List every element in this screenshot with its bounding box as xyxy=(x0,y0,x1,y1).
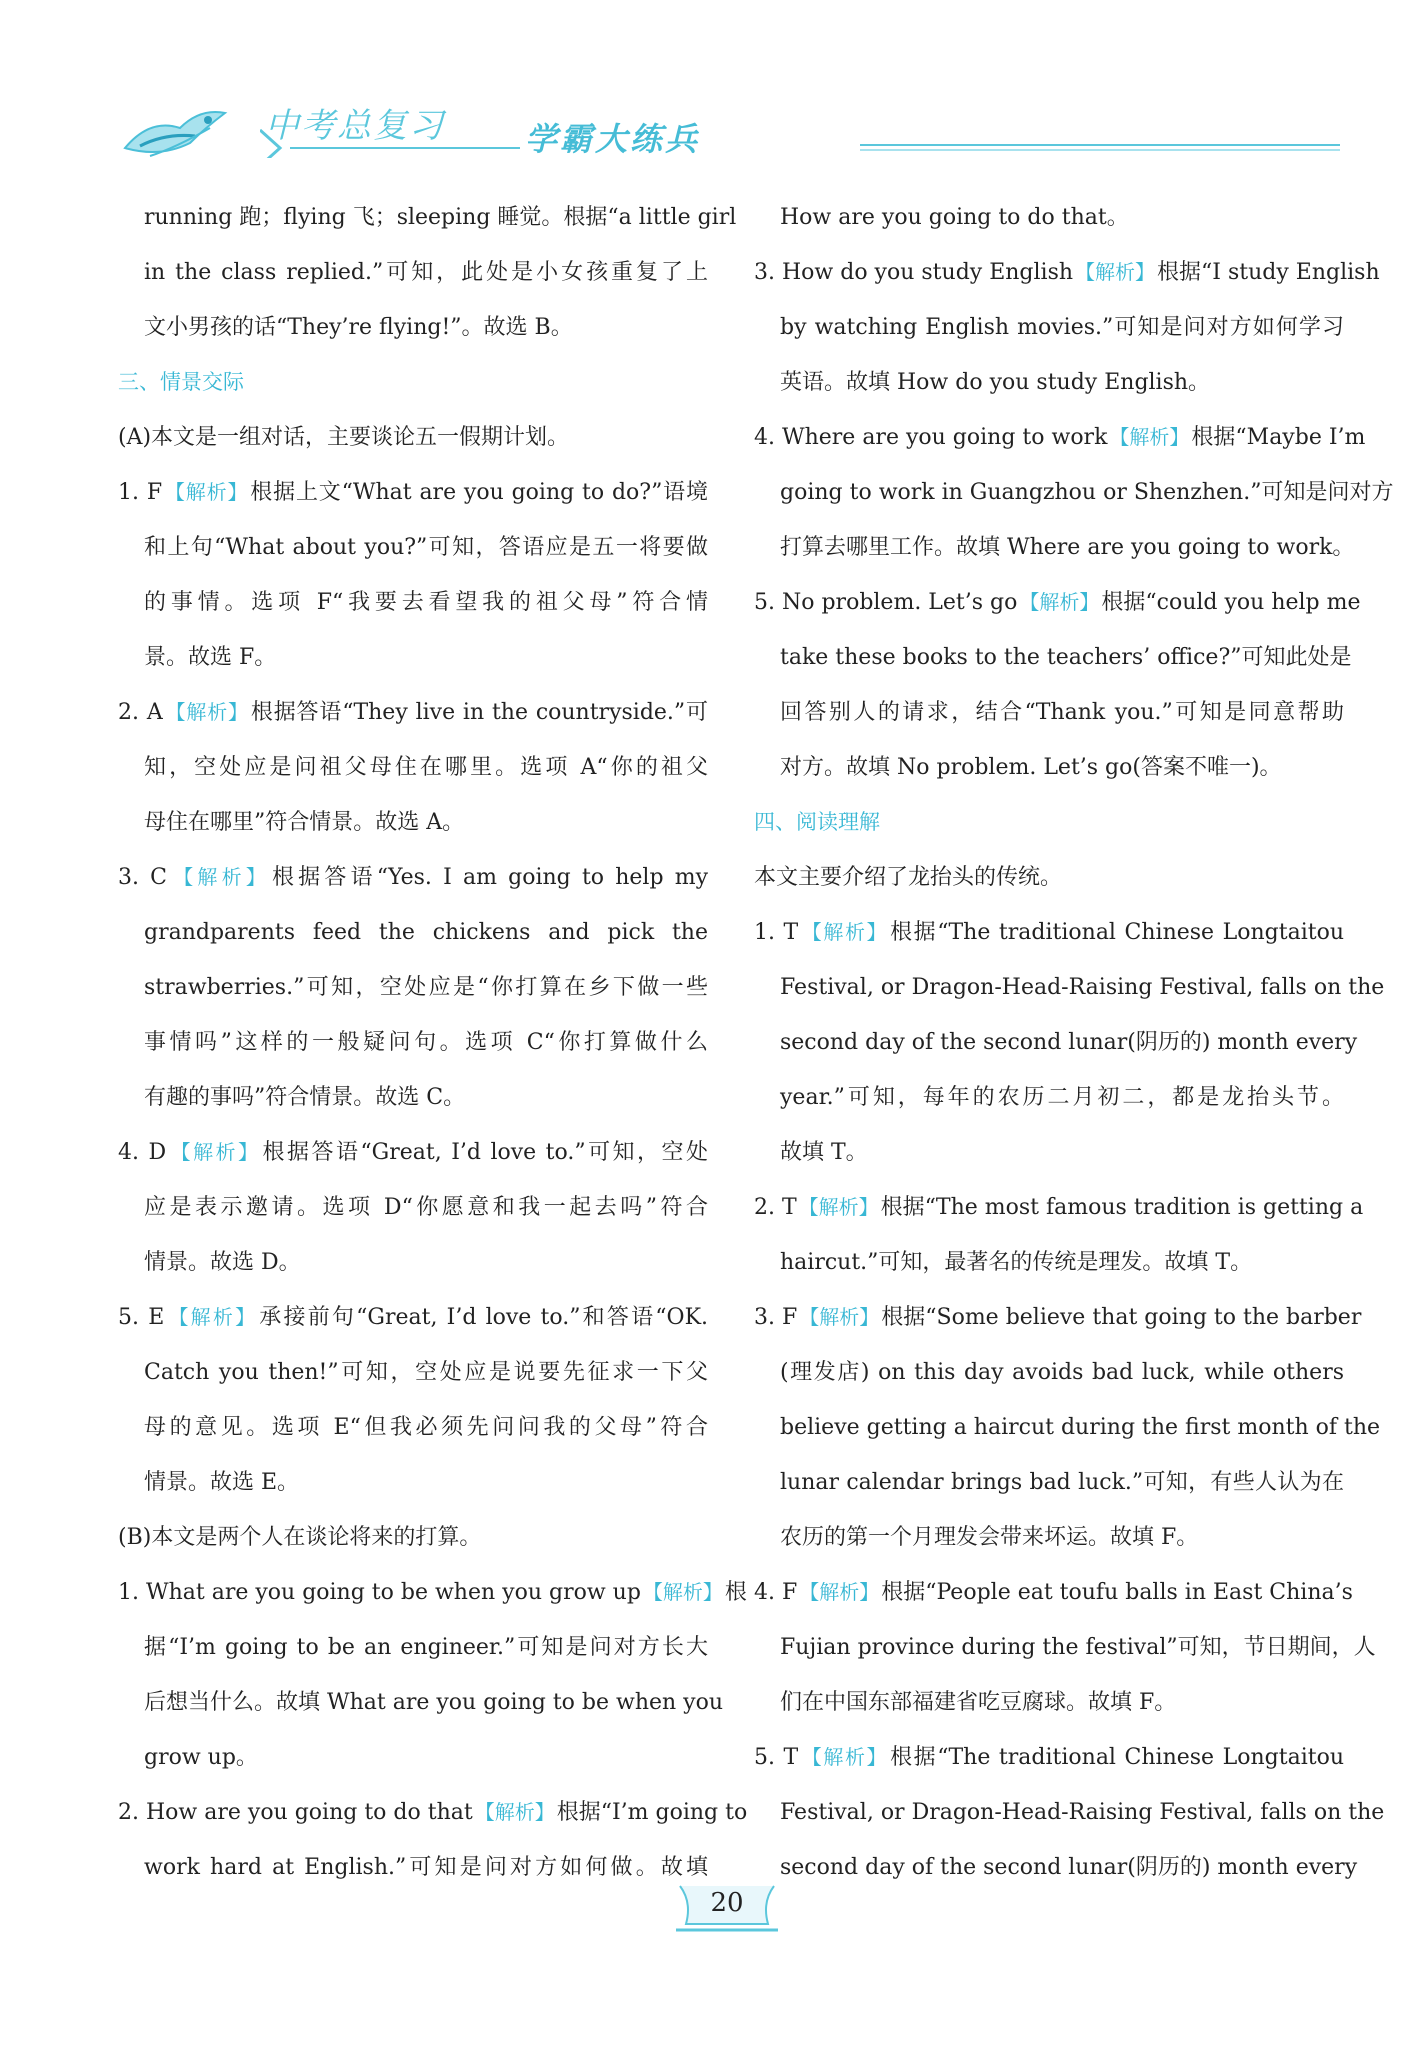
text-segment: 根据答语“Great, I’d love to.”可知，空处 xyxy=(262,1140,708,1165)
header-title-practice: 学霸大练兵 xyxy=(525,120,701,158)
text-line xyxy=(118,520,708,575)
text-segment: 5. No problem. Let’s go xyxy=(754,590,1018,615)
text-line xyxy=(118,245,708,300)
analysis-tag: 【解析】 xyxy=(474,1800,555,1824)
text-segment: 景。故选 F。 xyxy=(144,645,277,670)
text-segment: 3. F xyxy=(754,1305,798,1330)
text-line xyxy=(118,1345,708,1400)
text-line xyxy=(754,905,1344,960)
text-segment: (A)本文是一组对话，主要谈论五一假期计划。 xyxy=(118,425,570,450)
text-line xyxy=(754,1785,1385,1840)
text-segment: 根据“I’m going to xyxy=(556,1800,748,1825)
text-line xyxy=(118,1455,708,1510)
text-line xyxy=(118,190,737,245)
right-column xyxy=(754,190,1394,1895)
text-segment: in the class replied.”可知，此处是小女孩重复了上 xyxy=(144,260,708,285)
text-line xyxy=(754,850,1344,905)
analysis-tag: 【解析】 xyxy=(166,1305,258,1329)
text-line xyxy=(754,1015,1358,1070)
text-segment: 2. How are you going to do that xyxy=(118,1800,473,1825)
text-line xyxy=(754,1345,1344,1400)
text-segment: believe getting a haircut during the first month of the xyxy=(780,1415,1381,1440)
text-segment: second day of the second lunar(阴历的) month every xyxy=(780,1030,1358,1055)
text-segment: 故填 T。 xyxy=(780,1140,868,1165)
analysis-tag: 【解析】 xyxy=(169,865,270,889)
analysis-tag: 【解析】 xyxy=(164,480,249,504)
text-segment: by watching English movies.”可知是问对方如何学习 xyxy=(780,315,1344,340)
text-segment: 后想当什么。故填 What are you going to be when you xyxy=(144,1690,724,1715)
text-segment: 应是表示邀请。选项 D“你愿意和我一起去吗”符合 xyxy=(144,1195,708,1220)
text-segment: How are you going to do that。 xyxy=(780,205,1129,230)
text-line xyxy=(118,795,708,850)
text-segment: 据“I’m going to be an engineer.”可知是问对方长大 xyxy=(144,1635,708,1660)
left-column xyxy=(118,190,748,1895)
text-segment: 母的意见。选项 E“但我必须先问问我的父母”符合 xyxy=(144,1415,708,1440)
page-header xyxy=(110,88,1340,178)
text-line xyxy=(754,1180,1364,1235)
text-segment: 根据答语“They live in the countryside.”可 xyxy=(250,700,709,725)
text-segment: 对方。故填 No problem. Let’s go(答案不唯一)。 xyxy=(780,755,1282,780)
text-line xyxy=(754,1620,1376,1675)
text-line xyxy=(118,1400,708,1455)
text-line xyxy=(754,355,1344,410)
text-line xyxy=(754,465,1394,520)
text-line xyxy=(118,1620,708,1675)
text-segment: take these books to the teachers’ office?”可知此处是 xyxy=(780,645,1352,670)
text-line xyxy=(754,520,1355,575)
text-segment: 根据“could you help me xyxy=(1101,590,1361,615)
text-line xyxy=(118,1290,708,1345)
text-segment: (理发店) on this day avoids bad luck, while others xyxy=(780,1360,1344,1385)
text-line xyxy=(118,410,708,465)
text-segment: Festival, or Dragon-Head-Raising Festival, falls on the xyxy=(780,975,1385,1000)
text-line xyxy=(754,630,1352,685)
text-segment: 根据上文“What are you going to do?”语境 xyxy=(250,480,709,505)
text-segment: 承接前句“Great, I’d love to.”和答语“OK. xyxy=(259,1305,709,1330)
text-segment: second day of the second lunar(阴历的) month every xyxy=(780,1855,1358,1880)
analysis-tag: 【解析】 xyxy=(164,700,249,724)
text-line xyxy=(754,575,1361,630)
text-line xyxy=(754,960,1385,1015)
text-segment: 本文主要介绍了龙抬头的传统。 xyxy=(754,865,1063,890)
text-line xyxy=(754,1070,1344,1125)
text-segment: 情景。故选 D。 xyxy=(144,1250,301,1275)
text-line xyxy=(118,1785,748,1840)
analysis-tag: 【解析】 xyxy=(168,1140,261,1164)
text-segment: Catch you then!”可知，空处应是说要先征求一下父 xyxy=(144,1360,708,1385)
text-segment: 根据“The most famous tradition is getting a xyxy=(880,1195,1364,1220)
text-segment: 根据“Maybe I’m xyxy=(1191,425,1366,450)
text-line xyxy=(118,1840,708,1895)
text-line xyxy=(118,1730,708,1785)
text-line xyxy=(754,1125,1344,1180)
text-segment: 3. C xyxy=(118,865,168,890)
text-segment: going to work in Guangzhou or Shenzhen.”可知是问对方 xyxy=(780,480,1394,505)
text-line xyxy=(118,1565,747,1620)
text-line xyxy=(754,1290,1362,1345)
text-segment: 事情吗”这样的一般疑问句。选项 C“你打算做什么 xyxy=(144,1030,708,1055)
text-line xyxy=(118,630,708,685)
text-segment: 根据“The traditional Chinese Longtaitou xyxy=(890,1745,1344,1770)
text-line xyxy=(118,1235,708,1290)
analysis-tag: 【解析】 xyxy=(798,1195,879,1219)
text-segment: 根 xyxy=(724,1580,747,1605)
text-line xyxy=(118,300,708,355)
text-line xyxy=(754,1565,1353,1620)
text-line xyxy=(754,1455,1344,1510)
text-segment: 知，空处应是问祖父母住在哪里。选项 A“你的祖父 xyxy=(144,755,708,780)
analysis-tag: 【解析】 xyxy=(1075,260,1156,284)
analysis-tag: 【解析】 xyxy=(800,1745,889,1769)
text-segment: 母住在哪里”符合情景。故选 A。 xyxy=(144,810,465,835)
text-segment: 2. T xyxy=(754,1195,797,1220)
header-title-review: 中考总复习 xyxy=(265,106,445,146)
analysis-tag: 【解析】 xyxy=(799,1305,880,1329)
text-line xyxy=(118,1675,724,1730)
text-line xyxy=(754,1840,1358,1895)
text-line xyxy=(118,685,708,740)
text-line xyxy=(118,740,708,795)
book-logo-icon xyxy=(120,98,230,168)
text-line xyxy=(118,960,708,1015)
analysis-tag: 【解析】 xyxy=(799,1580,880,1604)
text-segment: lunar calendar brings bad luck.”可知，有些人认为在 xyxy=(780,1470,1344,1495)
text-segment: 根据“People eat toufu balls in East China’s xyxy=(881,1580,1353,1605)
text-line xyxy=(754,410,1366,465)
analysis-tag: 【解析】 xyxy=(1109,425,1190,449)
text-line xyxy=(754,1675,1344,1730)
text-segment: 1. What are you going to be when you grow up xyxy=(118,1580,641,1605)
text-line xyxy=(118,1070,708,1125)
text-segment: 们在中国东部福建省吃豆腐球。故填 F。 xyxy=(780,1690,1177,1715)
text-segment: 5. E xyxy=(118,1305,165,1330)
text-line xyxy=(118,575,708,630)
text-line xyxy=(754,1730,1344,1785)
text-segment: 和上句“What about you?”可知，答语应是五一将要做 xyxy=(144,535,708,560)
page-number: 20 xyxy=(710,1888,744,1918)
text-segment: 回答别人的请求，结合“Thank you.”可知是同意帮助 xyxy=(780,700,1344,725)
text-segment: 文小男孩的话“They’re flying!”。故选 B。 xyxy=(144,315,573,340)
text-line xyxy=(754,300,1344,355)
text-line xyxy=(754,1400,1381,1455)
analysis-tag: 【解析】 xyxy=(642,1580,723,1604)
text-segment: 的事情。选项 F“我要去看望我的祖父母”符合情 xyxy=(144,590,708,615)
analysis-tag: 【解析】 xyxy=(1019,590,1100,614)
text-segment: work hard at English.”可知是问对方如何做。故填 xyxy=(144,1855,708,1880)
text-segment: 农历的第一个月理发会带来坏运。故填 F。 xyxy=(780,1525,1199,1550)
text-segment: Festival, or Dragon-Head-Raising Festival, falls on the xyxy=(780,1800,1385,1825)
text-line xyxy=(118,850,708,905)
page-number-badge xyxy=(672,1880,782,1936)
text-segment: 3. How do you study English xyxy=(754,260,1074,285)
text-line xyxy=(118,1015,708,1070)
text-segment: 4. D xyxy=(118,1140,167,1165)
text-segment: 根据“Some believe that going to the barber xyxy=(881,1305,1362,1330)
text-segment: running 跑；flying 飞；sleeping 睡觉。根据“a little girl xyxy=(144,205,737,230)
text-line xyxy=(754,740,1344,795)
text-segment: year.”可知，每年的农历二月初二，都是龙抬头节。 xyxy=(780,1085,1344,1110)
text-line xyxy=(754,1510,1344,1565)
text-segment: 4. F xyxy=(754,1580,798,1605)
text-line xyxy=(754,190,1344,245)
text-segment: 1. F xyxy=(118,480,163,505)
text-segment: 根据“The traditional Chinese Longtaitou xyxy=(890,920,1344,945)
text-segment: 有趣的事吗”符合情景。故选 C。 xyxy=(144,1085,466,1110)
section-heading: 三、情景交际 xyxy=(118,370,244,394)
text-segment: haircut.”可知，最著名的传统是理发。故填 T。 xyxy=(780,1250,1253,1275)
text-line xyxy=(754,245,1380,300)
text-line xyxy=(118,465,708,520)
text-segment: 情景。故选 E。 xyxy=(144,1470,300,1495)
text-segment: (B)本文是两个人在谈论将来的打算。 xyxy=(118,1525,482,1550)
text-segment: 5. T xyxy=(754,1745,799,1770)
text-segment: 英语。故填 How do you study English。 xyxy=(780,370,1211,395)
text-line xyxy=(754,1235,1344,1290)
text-segment: strawberries.”可知，空处应是“你打算在乡下做一些 xyxy=(144,975,708,1000)
text-line xyxy=(118,1180,708,1235)
text-line xyxy=(118,1510,708,1565)
text-segment: 2. A xyxy=(118,700,163,725)
text-segment: grandparents feed the chickens and pick the xyxy=(144,920,708,945)
text-line xyxy=(118,1125,708,1180)
text-segment: Fujian province during the festival”可知，节日期间，人 xyxy=(780,1635,1376,1660)
text-segment: 4. Where are you going to work xyxy=(754,425,1108,450)
section-heading: 四、阅读理解 xyxy=(754,810,880,834)
text-line xyxy=(118,905,708,960)
text-segment: grow up。 xyxy=(144,1745,258,1770)
text-segment: 根据答语“Yes. I am going to help my xyxy=(271,865,708,890)
analysis-tag: 【解析】 xyxy=(800,920,889,944)
text-segment: 根据“I study English xyxy=(1157,260,1380,285)
text-segment: 1. T xyxy=(754,920,799,945)
text-segment: 打算去哪里工作。故填 Where are you going to work。 xyxy=(780,535,1355,560)
text-line xyxy=(754,685,1344,740)
